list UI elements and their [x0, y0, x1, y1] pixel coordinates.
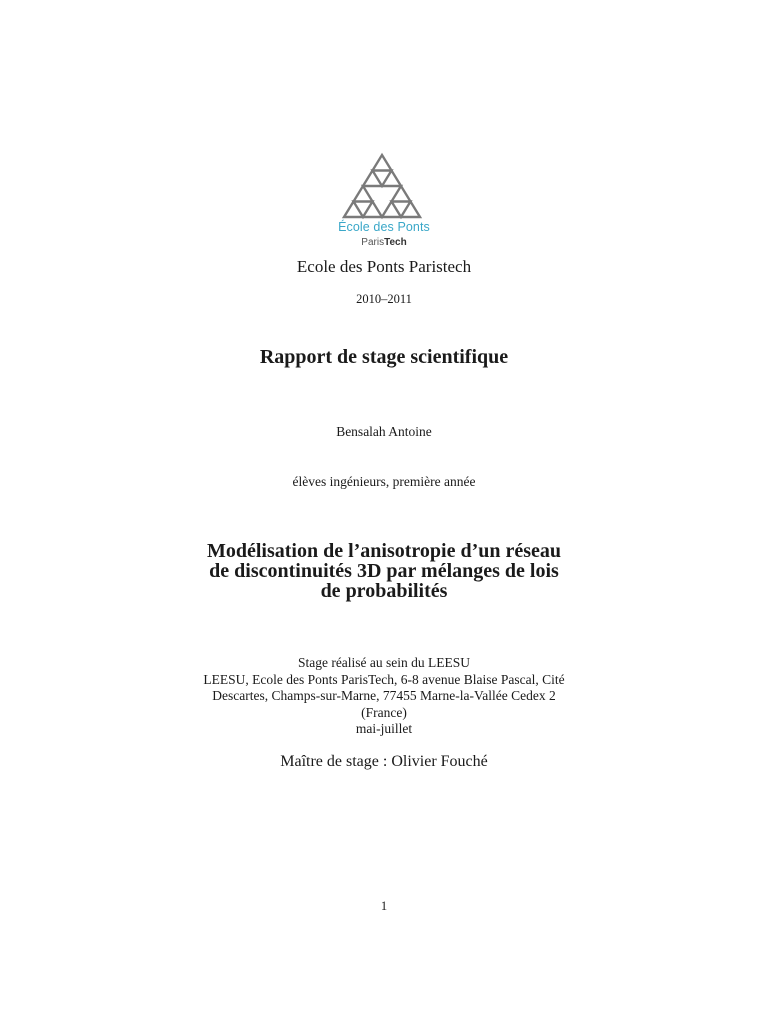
sierpinski-triangle-icon	[326, 150, 442, 220]
stage-info	[150, 655, 618, 738]
subject-line: de discontinuités 3D par mélanges de lois	[209, 560, 559, 582]
stage-info-line: LEESU, Ecole des Ponts ParisTech, 6-8 avenue Blaise Pascal, Cité	[203, 671, 565, 687]
page-number: 1	[380, 899, 388, 913]
logo-paris: Paris	[361, 237, 385, 248]
subject-line: Modélisation de l’anisotropie d’un réseau	[206, 540, 562, 562]
author-name: Bensalah Antoine	[336, 424, 432, 439]
ecole-des-ponts-logo	[326, 150, 442, 252]
report-title: Rapport de stage scientifique	[259, 346, 509, 368]
stage-info-line: mai-juillet	[355, 721, 413, 736]
stage-info-line: (France)	[361, 704, 407, 720]
student-status: élèves ingénieurs, première année	[292, 474, 476, 489]
thesis-subject	[150, 541, 618, 601]
internship-supervisor: Maître de stage : Olivier Fouché	[280, 753, 488, 770]
logo-line-paristech	[326, 237, 442, 248]
stage-info-line: Stage réalisé au sein du LEESU	[297, 655, 471, 670]
subject-line: de probabilités	[320, 580, 448, 602]
academic-years: 2010–2011	[356, 292, 412, 306]
logo-tech: Tech	[384, 237, 407, 248]
school-name: Ecole des Ponts Paristech	[296, 257, 472, 276]
logo-line-ecole: École des Ponts	[338, 220, 430, 234]
stage-info-line: Descartes, Champs-sur-Marne, 77455 Marne-la-Vallée Cedex 2	[212, 688, 556, 703]
